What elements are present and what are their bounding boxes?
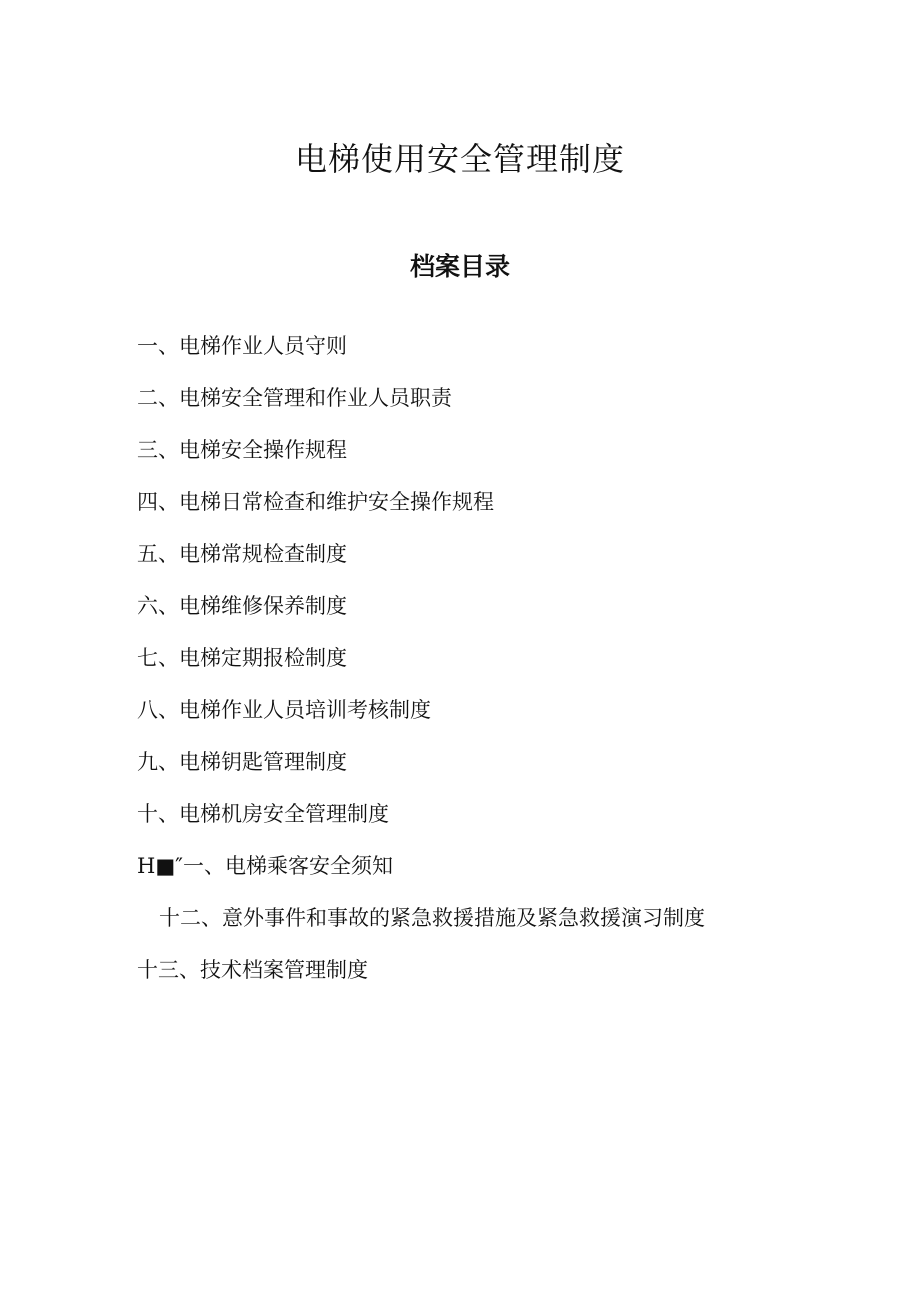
document-subtitle: 档案目录 [409, 251, 510, 281]
toc-item: 七、电梯定期报检制度 [137, 646, 347, 670]
toc-item: 九、电梯钥匙管理制度 [137, 750, 347, 774]
toc-item: 八、电梯作业人员培训考核制度 [137, 698, 431, 722]
document-title: 电梯使用安全管理制度 [294, 140, 625, 179]
toc-item: 十二、意外事件和事故的紧急救援措施及紧急救援演习制度 [159, 906, 705, 930]
toc-item: H■″一、电梯乘客安全须知 [137, 854, 393, 878]
toc-item: 四、电梯日常检查和维护安全操作规程 [137, 490, 494, 514]
toc-item: 五、电梯常规检查制度 [137, 542, 347, 566]
toc-item: 一、电梯作业人员守则 [137, 334, 347, 358]
table-of-contents [137, 326, 897, 1002]
toc-item: 二、电梯安全管理和作业人员职责 [137, 386, 452, 410]
toc-item: 十、电梯机房安全管理制度 [137, 802, 389, 826]
toc-item: 六、电梯维修保养制度 [137, 594, 347, 618]
toc-item: 十三、技术档案管理制度 [137, 958, 368, 982]
toc-item: 三、电梯安全操作规程 [137, 438, 347, 462]
